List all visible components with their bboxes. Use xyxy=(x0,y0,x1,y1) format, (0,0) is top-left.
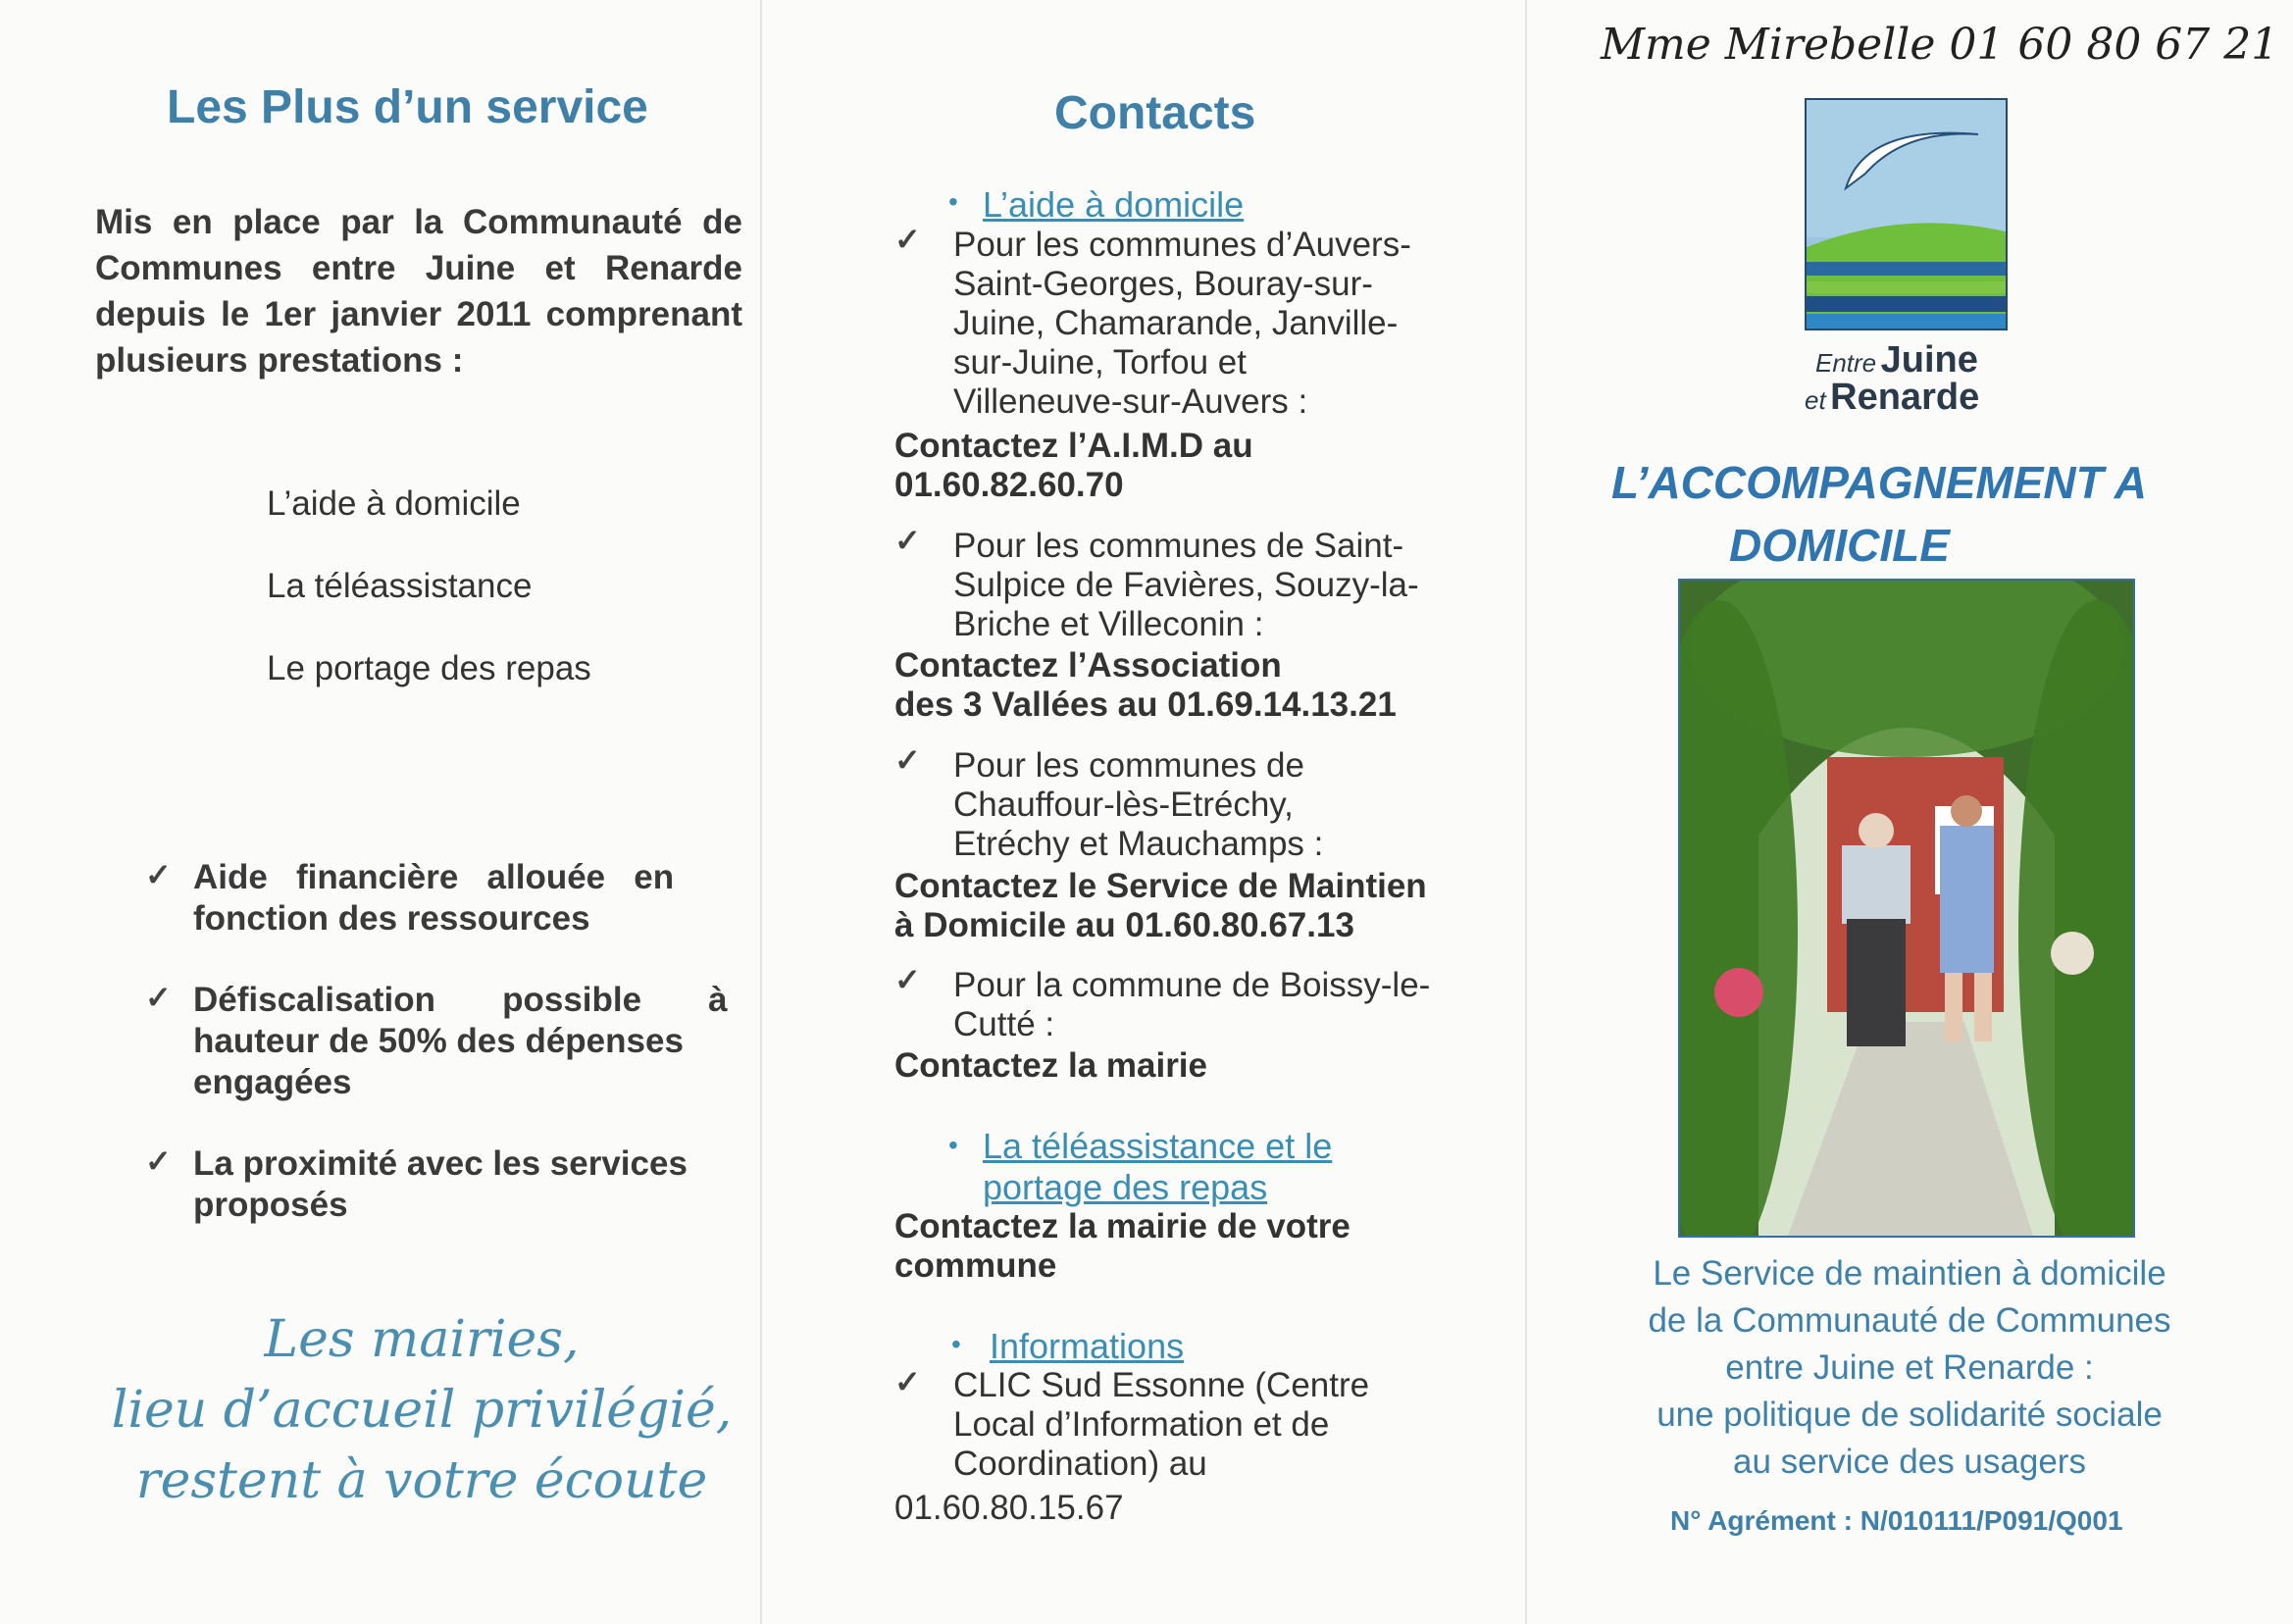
logo-text xyxy=(1805,377,1979,419)
main-heading xyxy=(1611,451,2219,577)
panel-contacts xyxy=(762,0,1525,1624)
contact-line: 01.60.82.60.70 xyxy=(894,466,1124,504)
benefit-item xyxy=(193,1143,740,1226)
contact-line: Contactez l’Association xyxy=(894,646,1282,685)
communes-line: Sulpice de Favières, Souzy-la- xyxy=(953,566,1419,604)
communes-line: Chauffour-lès-Etréchy, xyxy=(953,786,1294,824)
benefit-line: engagées xyxy=(193,1063,352,1101)
benefit-line: La proximité avec les services xyxy=(193,1144,688,1183)
panel-cover xyxy=(1527,0,2293,1624)
benefit-line: hauteur de 50% des dépenses xyxy=(193,1022,684,1060)
agrement-number: N° Agrément : N/010111/P091/Q001 xyxy=(1670,1505,2123,1536)
communes-line: Cutté : xyxy=(953,1005,1055,1043)
slogan-line: lieu d’accueil privilégié, xyxy=(111,1381,733,1440)
contact-info xyxy=(894,1207,1350,1286)
intro-line: Communes entre Juine et Renarde xyxy=(95,249,742,287)
subtitle-line: entre Juine et Renarde : xyxy=(1725,1348,2094,1387)
section-heading: Informations xyxy=(990,1326,1185,1366)
panel-title: Contacts xyxy=(1054,87,1256,139)
info-line: CLIC Sud Essonne (Centre xyxy=(953,1366,1370,1404)
main-heading-line: L’ACCOMPAGNEMENT A xyxy=(1611,457,2148,508)
communes-line: Pour les communes de Saint- xyxy=(953,527,1404,565)
benefit-item xyxy=(193,980,740,1103)
contact-info: Contactez la mairie xyxy=(894,1046,1207,1085)
communes-list xyxy=(953,226,1411,422)
intro-text xyxy=(95,199,742,383)
contact-info xyxy=(894,867,1427,945)
subtitle-line: Le Service de maintien à domicile xyxy=(1653,1254,2166,1293)
check-icon: ✓ xyxy=(145,980,172,1015)
contact-info xyxy=(894,646,1397,725)
info-phone: 01.60.80.15.67 xyxy=(894,1489,1124,1527)
main-heading-line: DOMICILE xyxy=(1729,520,1950,571)
logo-word: Renarde xyxy=(1830,377,1980,418)
communes-line: Saint-Georges, Bouray-sur- xyxy=(953,265,1373,303)
subtitle xyxy=(1586,1250,2233,1486)
communes-list xyxy=(953,746,1323,864)
benefit-line: Défiscalisation possible à xyxy=(193,981,728,1019)
logo-word: Juine xyxy=(1880,339,1978,381)
slogan-line: restent à votre écoute xyxy=(135,1451,708,1510)
landscape-icon xyxy=(1807,100,2008,330)
logo-word: Entre xyxy=(1815,348,1877,378)
communes-line: Etréchy et Mauchamps : xyxy=(953,825,1324,863)
bullet-icon: • xyxy=(951,1329,961,1359)
logo-icon xyxy=(1805,98,2008,330)
slogan-line: Les mairies, xyxy=(264,1310,580,1369)
check-icon: ✓ xyxy=(894,1364,921,1399)
check-icon: ✓ xyxy=(894,523,921,558)
communes-line: sur-Juine, Torfou et xyxy=(953,343,1247,381)
check-icon: ✓ xyxy=(145,1143,172,1179)
check-icon: ✓ xyxy=(145,857,172,892)
service-item: L’aide à domicile xyxy=(267,484,521,523)
contact-line: des 3 Vallées au 01.69.14.13.21 xyxy=(894,685,1397,724)
bullet-icon: • xyxy=(948,1130,958,1160)
benefit-item xyxy=(193,857,740,939)
service-item: Le portage des repas xyxy=(267,649,591,687)
communes-line: Pour la commune de Boissy-le- xyxy=(953,966,1431,1004)
contact-line: Contactez l’A.I.M.D au xyxy=(894,427,1253,465)
cover-photo xyxy=(1678,579,2135,1238)
communes-line: Pour les communes de xyxy=(953,746,1304,785)
slogan xyxy=(78,1304,765,1516)
panel-title: Les Plus d’un service xyxy=(167,81,648,133)
communes-line: Juine, Chamarande, Janville- xyxy=(953,304,1399,342)
info-text xyxy=(953,1366,1369,1484)
service-item: La téléassistance xyxy=(267,567,533,605)
benefit-line: fonction des ressources xyxy=(193,899,590,938)
contact-line: Contactez le Service de Maintien xyxy=(894,867,1427,905)
check-icon: ✓ xyxy=(894,742,921,778)
subtitle-line: au service des usagers xyxy=(1733,1443,2086,1481)
intro-line: depuis le 1er janvier 2011 comprenant xyxy=(95,295,742,333)
intro-line: Mis en place par la Communauté de xyxy=(95,203,742,241)
handwritten-note: Mme Mirebelle 01 60 80 67 21 xyxy=(1601,20,2279,70)
communes-line: Villeneuve-sur-Auvers : xyxy=(953,382,1308,421)
contact-line: Contactez la mairie de votre xyxy=(894,1207,1350,1245)
section-heading xyxy=(983,1126,1332,1208)
subtitle-line: une politique de solidarité sociale xyxy=(1656,1396,2163,1434)
info-line: Coordination) au xyxy=(953,1445,1207,1483)
garden-arch-image xyxy=(1680,581,2133,1236)
panel-services xyxy=(0,0,760,1624)
logo-text xyxy=(1815,339,1978,381)
section-heading: L’aide à domicile xyxy=(983,184,1245,225)
communes-line: Pour les communes d’Auvers- xyxy=(953,226,1411,264)
intro-line: plusieurs prestations : xyxy=(95,341,464,380)
subtitle-line: de la Communauté de Communes xyxy=(1648,1301,2171,1340)
communes-line: Briche et Villeconin : xyxy=(953,605,1264,643)
info-line: Local d’Information et de xyxy=(953,1405,1330,1444)
benefit-line: Aide financière allouée en xyxy=(193,858,675,896)
check-icon: ✓ xyxy=(894,962,921,997)
contact-info xyxy=(894,427,1253,505)
communes-list xyxy=(953,966,1430,1044)
section-heading-line: portage des repas xyxy=(983,1167,1268,1207)
section-heading-line: La téléassistance et le xyxy=(983,1126,1333,1166)
logo-word: et xyxy=(1805,385,1826,415)
bullet-icon: • xyxy=(948,186,958,217)
contact-line: commune xyxy=(894,1246,1057,1285)
contact-line: à Domicile au 01.60.80.67.13 xyxy=(894,906,1354,944)
check-icon: ✓ xyxy=(894,222,921,257)
benefit-line: proposés xyxy=(193,1186,348,1224)
communes-list xyxy=(953,527,1419,644)
